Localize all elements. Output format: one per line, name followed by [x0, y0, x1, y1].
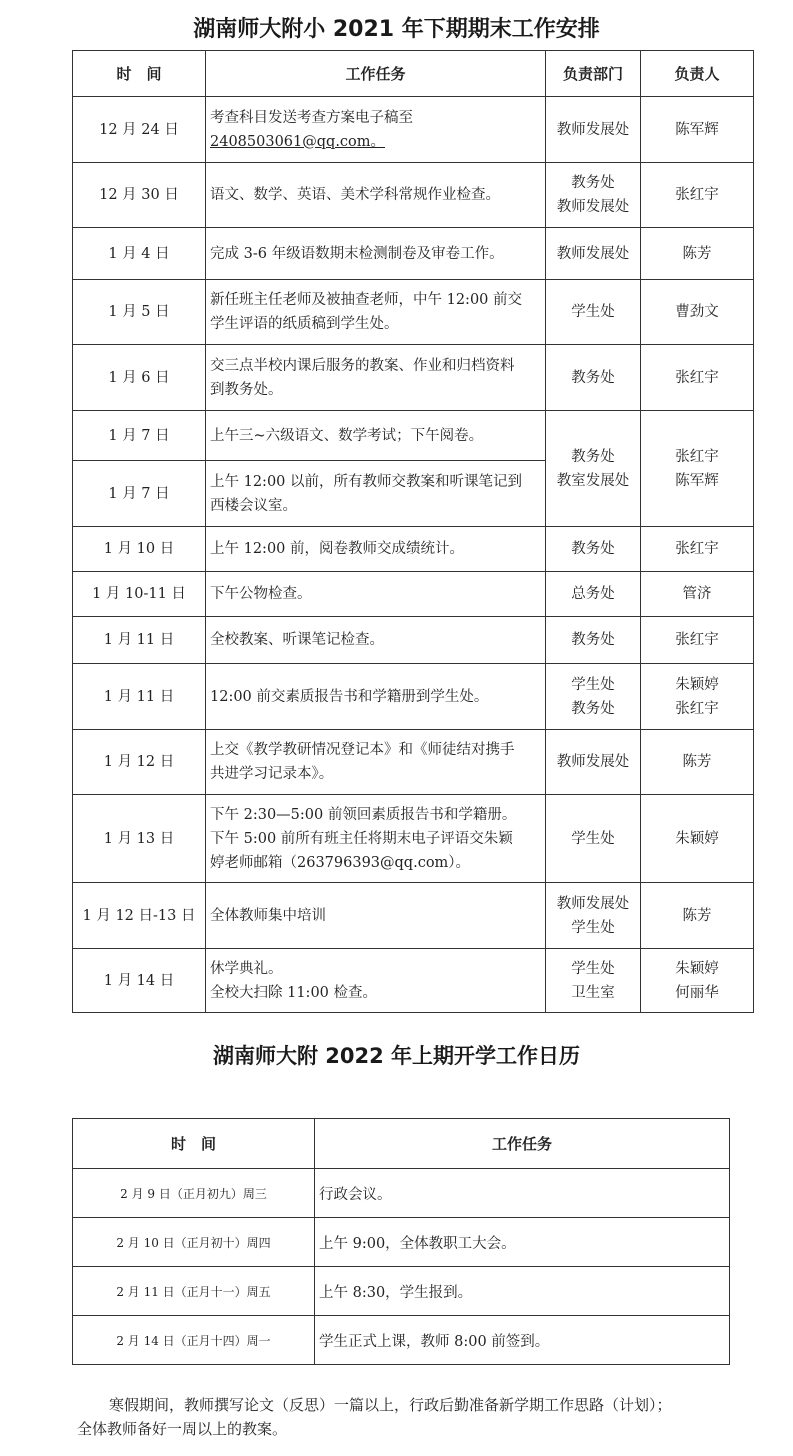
- table-row: [73, 228, 754, 280]
- person-cell-merged: 张红宇 陈军辉: [641, 411, 754, 527]
- date-cell: 1 月 10-11 日: [73, 572, 206, 617]
- person-cell: 张红宇: [641, 527, 754, 572]
- table-row: [73, 1169, 730, 1218]
- dept-cell: 教师发展处: [546, 97, 641, 163]
- dept-cell: 学生处: [546, 280, 641, 345]
- opening-calendar-table: [72, 1118, 730, 1365]
- task-cell: 完成 3-6 年级语数期末检测制卷及审卷工作。: [206, 228, 546, 280]
- table-row: [73, 527, 754, 572]
- table-row: [73, 572, 754, 617]
- date-cell: 1 月 11 日: [73, 617, 206, 664]
- task-cell: 上午 8:30，学生报到。: [315, 1267, 730, 1316]
- date-cell: 1 月 14 日: [73, 949, 206, 1013]
- table-row: [73, 1316, 730, 1365]
- header-time: 时 间: [73, 1119, 315, 1169]
- date-cell: 2 月 9 日（正月初九）周三: [73, 1169, 315, 1218]
- dept-cell: 学生处 教务处: [546, 664, 641, 730]
- date-cell: 1 月 12 日-13 日: [73, 883, 206, 949]
- dept-cell: 学生处: [546, 795, 641, 883]
- dept-cell: 教师发展处: [546, 730, 641, 795]
- person-cell: 陈芳: [641, 883, 754, 949]
- dept-cell: 教务处: [546, 617, 641, 664]
- table-row: [73, 345, 754, 411]
- header-dept: 负责部门: [546, 51, 641, 97]
- person-cell: 张红宇: [641, 163, 754, 228]
- person-cell: 曹劲文: [641, 280, 754, 345]
- table-row: [73, 1267, 730, 1316]
- person-cell: 朱颖婷: [641, 795, 754, 883]
- date-cell: 1 月 5 日: [73, 280, 206, 345]
- task-cell: 上交《教学教研情况登记本》和《师徒结对携手 共进学习记录本》。: [206, 730, 546, 795]
- person-cell: 陈芳: [641, 730, 754, 795]
- task-cell: 上午三~六级语文、数学考试；下午阅卷。: [206, 411, 546, 461]
- task-cell: 行政会议。: [315, 1169, 730, 1218]
- table-row: [73, 795, 754, 883]
- task-cell: 上午 12:00 以前，所有教师交教案和听课笔记到 西楼会议室。: [206, 461, 546, 527]
- dept-cell: 教师发展处 学生处: [546, 883, 641, 949]
- date-cell: 12 月 30 日: [73, 163, 206, 228]
- task-cell: 上午 9:00，全体教职工大会。: [315, 1218, 730, 1267]
- task-cell: 全体教师集中培训: [206, 883, 546, 949]
- table-row: [73, 883, 754, 949]
- dept-cell: 教务处 教师发展处: [546, 163, 641, 228]
- dept-cell-merged: 教务处 教室发展处: [546, 411, 641, 527]
- table-row: [73, 411, 754, 461]
- table-row: [73, 97, 754, 163]
- table-row: [73, 163, 754, 228]
- email-link[interactable]: 2408503061@qq.com。: [210, 133, 386, 150]
- person-cell: 张红宇: [641, 617, 754, 664]
- date-cell: 2 月 11 日（正月十一）周五: [73, 1267, 315, 1316]
- person-cell: 陈军辉: [641, 97, 754, 163]
- date-cell: 1 月 11 日: [73, 664, 206, 730]
- person-cell: 朱颖婷 张红宇: [641, 664, 754, 730]
- dept-cell: 教务处: [546, 345, 641, 411]
- date-cell: 1 月 6 日: [73, 345, 206, 411]
- task-cell: 下午 2:30—5:00 前领回素质报告书和学籍册。 下午 5:00 前所有班主任将期末电子评语交朱颖 婷老师邮箱（263796393@qq.com）。: [206, 795, 546, 883]
- table-row: [73, 617, 754, 664]
- person-cell: 管济: [641, 572, 754, 617]
- page-title: 湖南师大附小 2021 年下期期末工作安排: [193, 17, 600, 42]
- header-time: 时 间: [73, 51, 206, 97]
- end-of-term-schedule-table: [72, 50, 754, 1013]
- person-cell: 陈芳: [641, 228, 754, 280]
- dept-cell: 总务处: [546, 572, 641, 617]
- task-cell: 全校教案、听课笔记检查。: [206, 617, 546, 664]
- date-cell: 1 月 4 日: [73, 228, 206, 280]
- footer-note: 寒假期间，教师撰写论文（反思）一篇以上，行政后勤准备新学期工作思路（计划）； 全体教师备好一周以上的教案。: [77, 1396, 672, 1438]
- header-person: 负责人: [641, 51, 754, 97]
- dept-cell: 教务处: [546, 527, 641, 572]
- dept-cell: 学生处 卫生室: [546, 949, 641, 1013]
- task-cell: 12:00 前交素质报告书和学籍册到学生处。: [206, 664, 546, 730]
- task-cell: 新任班主任老师及被抽查老师，中午 12:00 前交 学生评语的纸质稿到学生处。: [206, 280, 546, 345]
- table-row: [73, 280, 754, 345]
- date-cell: 1 月 7 日: [73, 411, 206, 461]
- table-row: [73, 949, 754, 1013]
- header-task: 工作任务: [315, 1119, 730, 1169]
- task-cell: 上午 12:00 前，阅卷教师交成绩统计。: [206, 527, 546, 572]
- date-cell: 2 月 14 日（正月十四）周一: [73, 1316, 315, 1365]
- date-cell: 1 月 10 日: [73, 527, 206, 572]
- table-row: [73, 730, 754, 795]
- date-cell: 2 月 10 日（正月初十）周四: [73, 1218, 315, 1267]
- table-row: [73, 1218, 730, 1267]
- task-cell: 交三点半校内课后服务的教案、作业和归档资料 到教务处。: [206, 345, 546, 411]
- task-cell: 学生正式上课，教师 8:00 前签到。: [315, 1316, 730, 1365]
- dept-cell: 教师发展处: [546, 228, 641, 280]
- task-cell: 下午公物检查。: [206, 572, 546, 617]
- date-cell: 1 月 13 日: [73, 795, 206, 883]
- header-task: 工作任务: [206, 51, 546, 97]
- date-cell: 1 月 7 日: [73, 461, 206, 527]
- task-cell: 考查科目发送考查方案电子稿至 2408503061@qq.com。: [206, 97, 546, 163]
- table-row: [73, 664, 754, 730]
- task-cell: 休学典礼。 全校大扫除 11:00 检查。: [206, 949, 546, 1013]
- date-cell: 1 月 12 日: [73, 730, 206, 795]
- person-cell: 朱颖婷 何丽华: [641, 949, 754, 1013]
- date-cell: 12 月 24 日: [73, 97, 206, 163]
- section-title: 湖南师大附 2022 年上期开学工作日历: [212, 1044, 581, 1068]
- person-cell: 张红宇: [641, 345, 754, 411]
- task-cell: 语文、数学、英语、美术学科常规作业检查。: [206, 163, 546, 228]
